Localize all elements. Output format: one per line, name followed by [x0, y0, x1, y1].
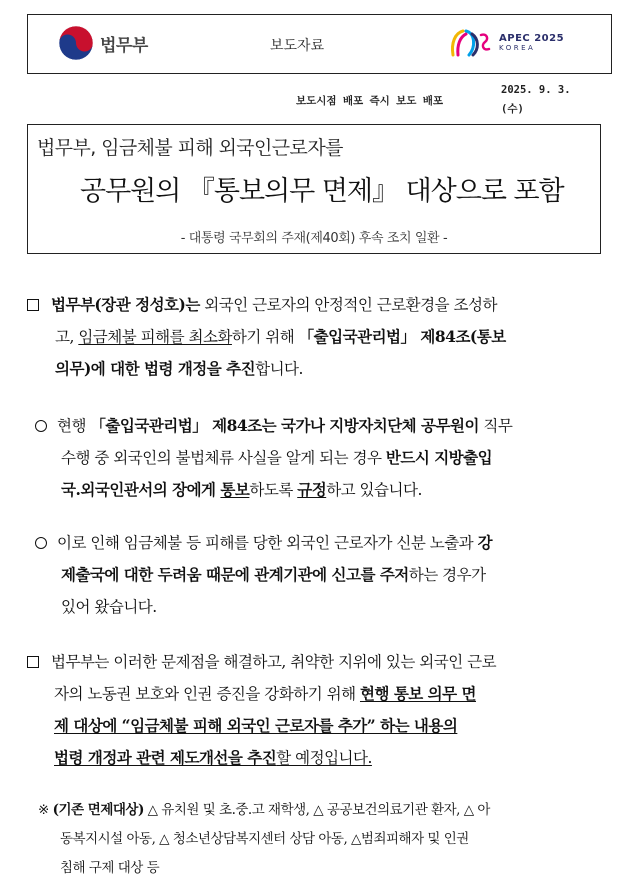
text-span: 「출입국관리법」 제84조(통보	[298, 327, 506, 346]
text-span: 규정	[297, 480, 327, 499]
ministry-name: 법무부	[100, 35, 148, 56]
text-span: 하도록	[249, 481, 298, 499]
header-box	[27, 14, 612, 74]
apec-country: KOREA	[499, 43, 536, 52]
text-span: 의무)에 대한 법령 개정을 추진	[55, 359, 256, 378]
release-date	[501, 81, 571, 119]
title-box	[27, 124, 601, 254]
text-span: 현행	[57, 417, 91, 435]
text-span: ※	[38, 802, 53, 818]
text-span: 통보	[220, 480, 250, 499]
headline-main: 공무원의 『통보의무 면제』 대상으로 포함	[80, 176, 564, 207]
text-span: 침해 구제 대상 등	[60, 860, 160, 876]
release-date-line: 2025. 9. 3.	[501, 84, 571, 96]
text-span: 법무부는 이러한 문제점을 해결하고, 취약한 지위에 있는 외국인 근로	[51, 653, 497, 671]
apec-emblem-icon	[449, 25, 495, 61]
circle-bullet-icon	[35, 420, 47, 432]
release-weekday: (수)	[501, 103, 524, 115]
text-span: 외국인 근로자의 안정적인 근로환경을 조성하	[199, 296, 497, 314]
taegeuk-icon	[58, 25, 94, 61]
paragraph-1	[27, 289, 506, 385]
text-span: 할 예정입니다.	[276, 749, 372, 767]
headline-subtitle: 법무부, 임금체불 피해 외국인근로자를	[37, 137, 343, 159]
text-span: (기존 면제대상)	[52, 802, 144, 818]
text-span: 자의 노동권 보호와 인권 증진을 강화하기 위해	[54, 685, 360, 703]
text-span: 직무	[478, 417, 513, 435]
text-span: 「출입국관리법」 제84조는 국가나 지방자치단체 공무원이	[90, 416, 479, 435]
text-span: 있어 왔습니다.	[61, 598, 157, 616]
circle-bullet-icon	[35, 537, 47, 549]
headline-note: - 대통령 국무회의 주재(제40회) 후속 조치 일환 -	[180, 231, 448, 246]
text-span: 국.외국인관서의 장에게	[61, 480, 221, 499]
doc-type-label: 보도자료	[270, 38, 325, 54]
square-bullet-icon	[27, 299, 39, 311]
text-span: 수행 중 외국인의 불법체류 사실을 알게 되는 경우	[61, 449, 386, 467]
text-span: 임금체불 피해를 최소화	[78, 328, 232, 346]
text-span: 합니다.	[255, 360, 303, 378]
square-bullet-icon	[27, 656, 39, 668]
footnote	[38, 796, 490, 883]
apec-title: APEC 2025	[499, 33, 565, 45]
text-span: 동복지시설 아동, △ 청소년상담복지센터 상담 아동, △범죄피해자 및 인권	[60, 831, 469, 847]
text-span: 제출국에 대한 두려움 때문에 관계기관에 신고를 주저	[61, 565, 409, 584]
text-span: 법무부(장관 정성호)는	[51, 295, 200, 314]
release-label: 보도시점 배포 즉시 보도 배포	[296, 95, 444, 107]
ministry-logo	[58, 25, 148, 61]
paragraph-2	[35, 410, 512, 506]
paragraph-3	[35, 527, 492, 623]
text-span: 강	[477, 533, 493, 552]
apec-logo	[449, 25, 564, 61]
text-span: 하고 있습니다.	[326, 481, 422, 499]
text-span: 반드시 지방출입	[385, 448, 493, 467]
text-span: 법령 개정과 관련 제도개선을 추진	[54, 748, 277, 767]
text-span: 이로 인해 임금체불 등 피해를 당한 외국인 근로자가 신분 노출과	[57, 534, 478, 552]
paragraph-4	[27, 646, 496, 774]
text-span: 제 대상에 “임금체불 피해 외국인 근로자를 추가” 하는 내용의	[54, 716, 458, 735]
text-span: △ 유치원 및 초.중.고 재학생, △ 공공보건의료기관 환자, △ 아	[143, 802, 490, 818]
text-span: 고,	[55, 328, 79, 346]
text-span: 하는 경우가	[408, 566, 486, 584]
text-span: 현행 통보 의무 면	[359, 684, 476, 703]
text-span: 하기 위해	[231, 328, 299, 346]
